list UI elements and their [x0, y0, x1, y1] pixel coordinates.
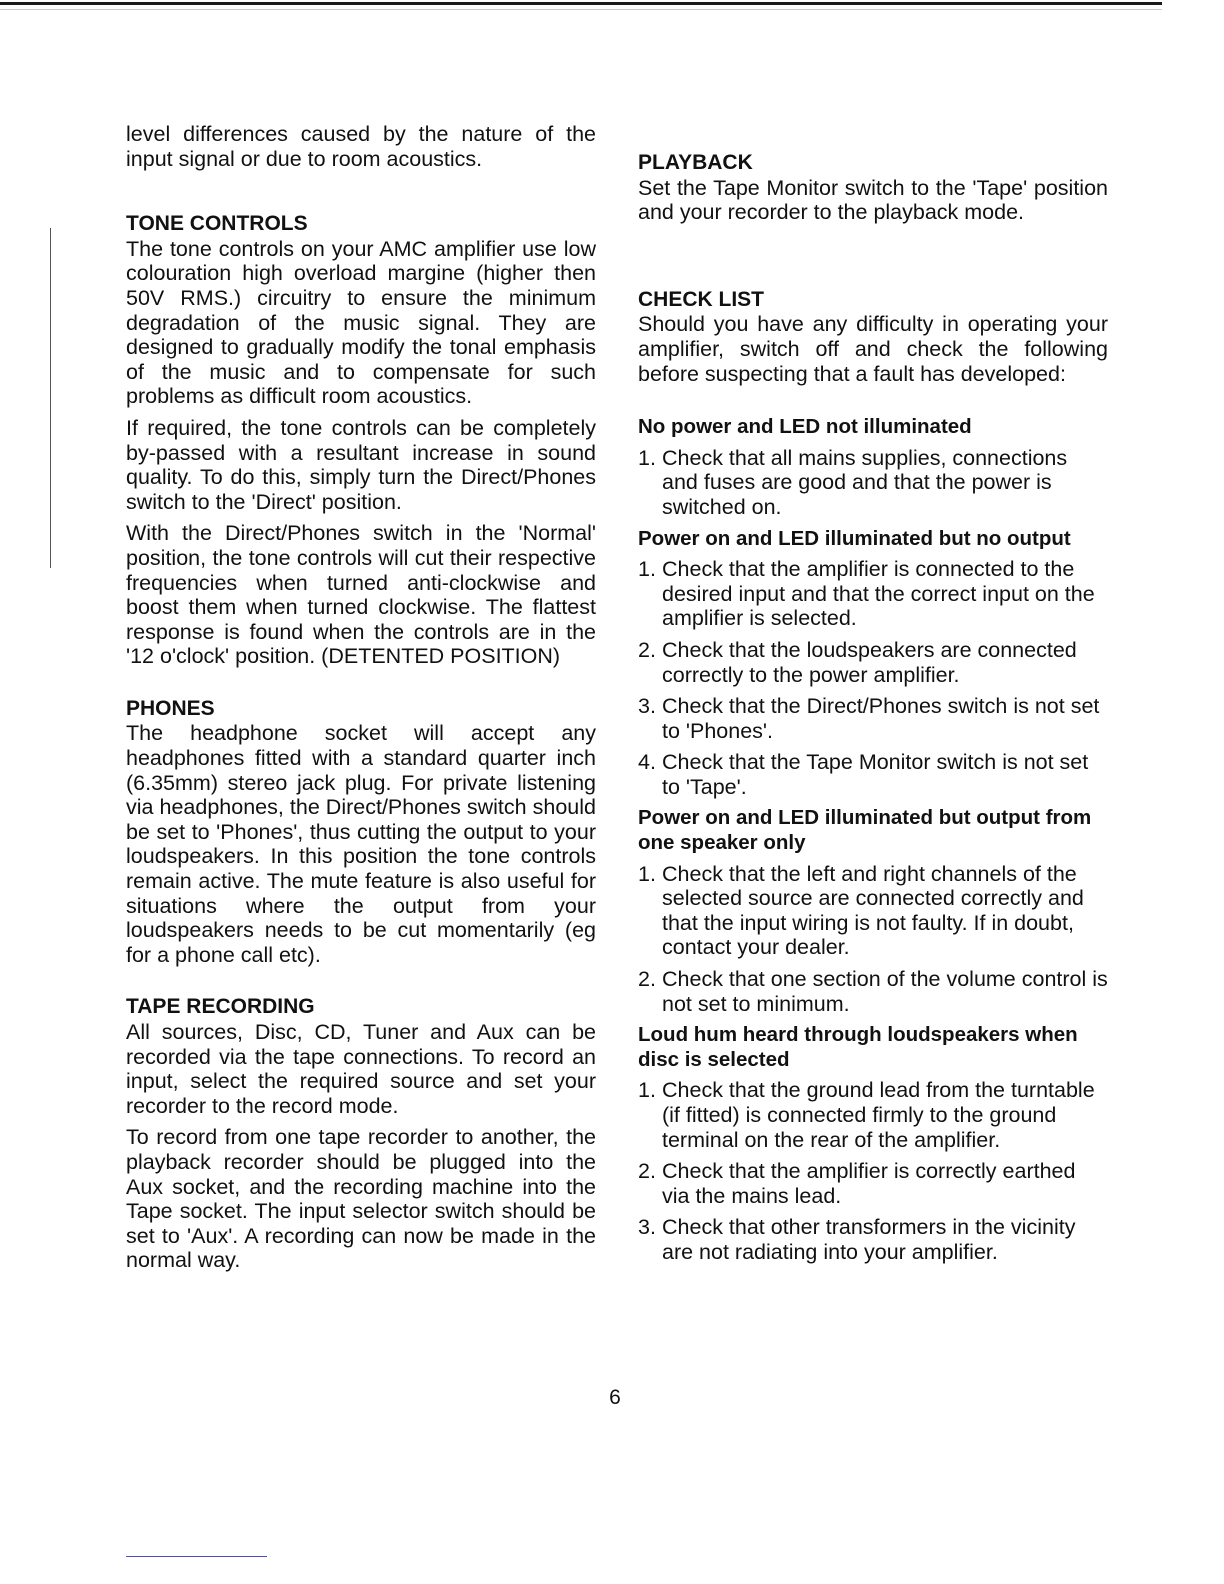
item-number: 3.	[638, 694, 656, 719]
check-list-heading: CHECK LIST	[638, 287, 764, 311]
list-item	[638, 1078, 1108, 1152]
tape-paragraph-2: To record from one tape recorder to another, the playback recorder should be plugged into the Aux socket, and the recording machine into the Tape socket. The input selector switch should be set to 'Aux'. A recording can now be made in the normal way.	[126, 1125, 596, 1273]
tone-paragraph-2: If required, the tone controls can be completely by-passed with a resultant increase in sound quality. To do this, simply turn the Direct/Phones switch to the 'Direct' position.	[126, 415, 596, 514]
left-column	[126, 122, 596, 1273]
no-power-heading: No power and LED not illuminated	[638, 415, 972, 439]
one-speaker-list	[638, 862, 1108, 1017]
margin-line	[50, 228, 51, 568]
list-item	[638, 1159, 1108, 1208]
item-text: Check that the Direct/Phones switch is not set to 'Phones'.	[662, 694, 1100, 743]
tone-controls-heading: TONE CONTROLS	[126, 212, 308, 236]
list-item	[638, 446, 1108, 520]
item-number: 2.	[638, 967, 656, 992]
tone-paragraph-1: The tone controls on your AMC amplifier use low colouration high overload margine (higher then 50V RMS.) circuitry to ensure the minimum degradation of the music signal. They are designed to gradually modify the tonal emphasis of the music and to compensate for such problems as difficult room acoustics.	[126, 236, 596, 409]
no-output-list	[638, 557, 1108, 799]
no-power-list	[638, 446, 1108, 520]
loud-hum-list	[638, 1078, 1108, 1264]
list-item	[638, 750, 1108, 799]
right-column	[638, 151, 1108, 1265]
bottom-mark	[126, 1556, 267, 1557]
item-text: Check that the loudspeakers are connected correctly to the power amplifier.	[662, 637, 1077, 687]
tone-paragraph-3: With the Direct/Phones switch in the 'Normal' position, the tone controls will cut their respective frequencies when turned anti-clockwise and boost them when turned clockwise. The flattest response is found when the controls are in the '12 o'clock' position. (DETENTED POSITION)	[126, 521, 596, 669]
list-item	[638, 967, 1108, 1016]
item-text: Check that the left and right channels of the selected source are connected correctly and that the input wiring is not faulty. If in doubt, contact your dealer.	[662, 861, 1084, 960]
list-item	[638, 638, 1108, 687]
list-item	[638, 1215, 1108, 1264]
playback-paragraph: Set the Tape Monitor switch to the 'Tape' position and your recorder to the playback mode.	[638, 175, 1108, 225]
item-number: 2.	[638, 1159, 656, 1184]
list-item	[638, 557, 1108, 631]
playback-heading: PLAYBACK	[638, 151, 753, 174]
item-text: Check that the amplifier is correctly earthed via the mains lead.	[662, 1159, 1076, 1208]
top-rule	[0, 2, 1162, 5]
check-list-intro: Should you have any difficulty in operating your amplifier, switch off and check the following before suspecting that a fault has developed:	[638, 312, 1108, 386]
item-text: Check that the amplifier is connected to the desired input and that the correct input on the amplifier is selected.	[662, 557, 1095, 631]
phones-heading: PHONES	[126, 696, 215, 720]
item-number: 1.	[638, 1078, 656, 1103]
phones-paragraph: The headphone socket will accept any headphones fitted with a standard quarter inch (6.35mm) stereo jack plug. For private listening via headphones, the Direct/Phones switch should be set to 'Phones', thus cutting the output to your loudspeakers. In this position the tone controls remain active. The mute feature is also useful for situations where the output from your loudspeakers needs to be cut momentarily (eg for a phone call etc).	[126, 721, 596, 967]
tape-paragraph-1: All sources, Disc, CD, Tuner and Aux can be recorded via the tape connections. To record an input, select the required source and set your recorder to the record mode.	[126, 1020, 596, 1118]
item-text: Check that one section of the volume control is not set to minimum.	[662, 967, 1108, 1016]
tape-recording-heading: TAPE RECORDING	[126, 995, 315, 1019]
item-text: Check that all mains supplies, connections and fuses are good and that the power is switched on.	[662, 445, 1068, 519]
list-item	[638, 862, 1108, 960]
item-number: 1.	[638, 557, 656, 582]
no-output-heading: Power on and LED illuminated but no output	[638, 526, 1071, 550]
one-speaker-heading: Power on and LED illuminated but output from one speaker only	[638, 806, 1092, 855]
item-number: 4.	[638, 750, 656, 775]
list-item	[638, 694, 1108, 743]
page-number: 6	[609, 1386, 621, 1409]
intro-paragraph: level differences caused by the nature of the input signal or due to room acoustics.	[126, 122, 596, 171]
item-number: 2.	[638, 637, 656, 662]
item-text: Check that other transformers in the vicinity are not radiating into your amplifier.	[662, 1215, 1076, 1264]
item-number: 3.	[638, 1215, 656, 1240]
loud-hum-heading: Loud hum heard through loudspeakers when disc is selected	[638, 1023, 1078, 1071]
item-number: 1.	[638, 445, 656, 470]
item-text: Check that the ground lead from the turntable (if fitted) is connected firmly to the ground terminal on the rear of the amplifier.	[662, 1078, 1095, 1152]
top-rule-thin	[0, 9, 1162, 10]
item-text: Check that the Tape Monitor switch is not set to 'Tape'.	[662, 750, 1089, 799]
item-number: 1.	[638, 861, 656, 886]
